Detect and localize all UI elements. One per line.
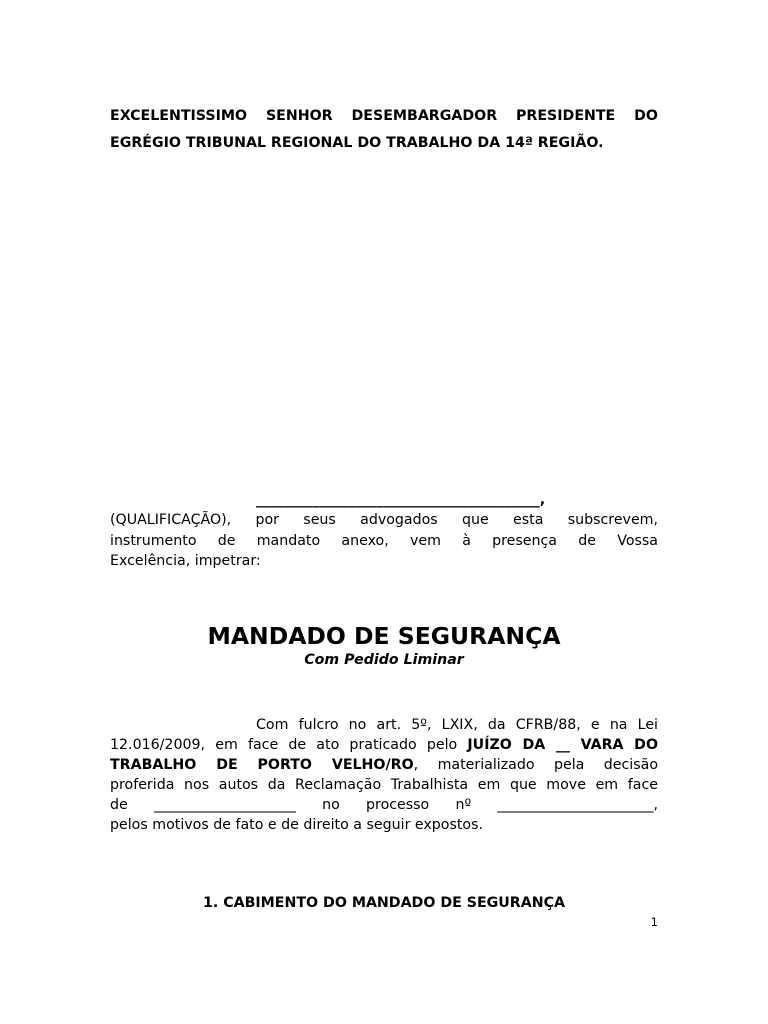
section-heading: 1. CABIMENTO DO MANDADO DE SEGURANÇA xyxy=(203,895,565,911)
body-line-2 xyxy=(110,736,658,756)
qualification-line-3: Excelência, impetrar: xyxy=(110,552,261,569)
body-line-5: de ____________________ no processo nº ______________________, xyxy=(110,796,658,813)
court-name-part-1: JUÍZO DA __ VARA DO xyxy=(467,736,658,753)
body-line-2-text: 12.016/2009, em face de ato praticado pelo xyxy=(110,736,468,753)
body-paragraph xyxy=(110,716,658,835)
body-line-3 xyxy=(110,756,658,776)
qualification-line-1: (QUALIFICAÇÃO), por seus advogados que esta subscrevem, xyxy=(110,512,658,529)
address-heading xyxy=(110,103,658,157)
court-name-part-2: TRABALHO DE PORTO VELHO/RO xyxy=(110,756,414,773)
body-line-6: pelos motivos de fato e de direito a seguir expostos. xyxy=(110,816,484,833)
page-number: 1 xyxy=(650,915,658,929)
document-title: MANDADO DE SEGURANÇA xyxy=(207,622,561,650)
qualification-line-2: instrumento de mandato anexo, vem à presença de Vossa xyxy=(110,532,658,549)
body-line-4: proferida nos autos da Reclamação Trabalhista em que move em face xyxy=(110,776,658,793)
qualification-paragraph xyxy=(110,490,658,571)
document-subtitle: Com Pedido Liminar xyxy=(304,652,464,668)
address-heading-line-2: EGRÉGIO TRIBUNAL REGIONAL DO TRABALHO DA 14ª REGIÃO. xyxy=(110,135,604,151)
address-heading-line-1: EXCELENTISSIMO SENHOR DESEMBARGADOR PRESIDENTE DO xyxy=(110,108,658,124)
party-name-blank: ________________________________________, xyxy=(256,492,546,508)
body-line-3-text: , materializado pela decisão xyxy=(413,756,659,773)
body-line-1: Com fulcro no art. 5º, LXIX, da CFRB/88, e na Lei xyxy=(256,717,658,733)
